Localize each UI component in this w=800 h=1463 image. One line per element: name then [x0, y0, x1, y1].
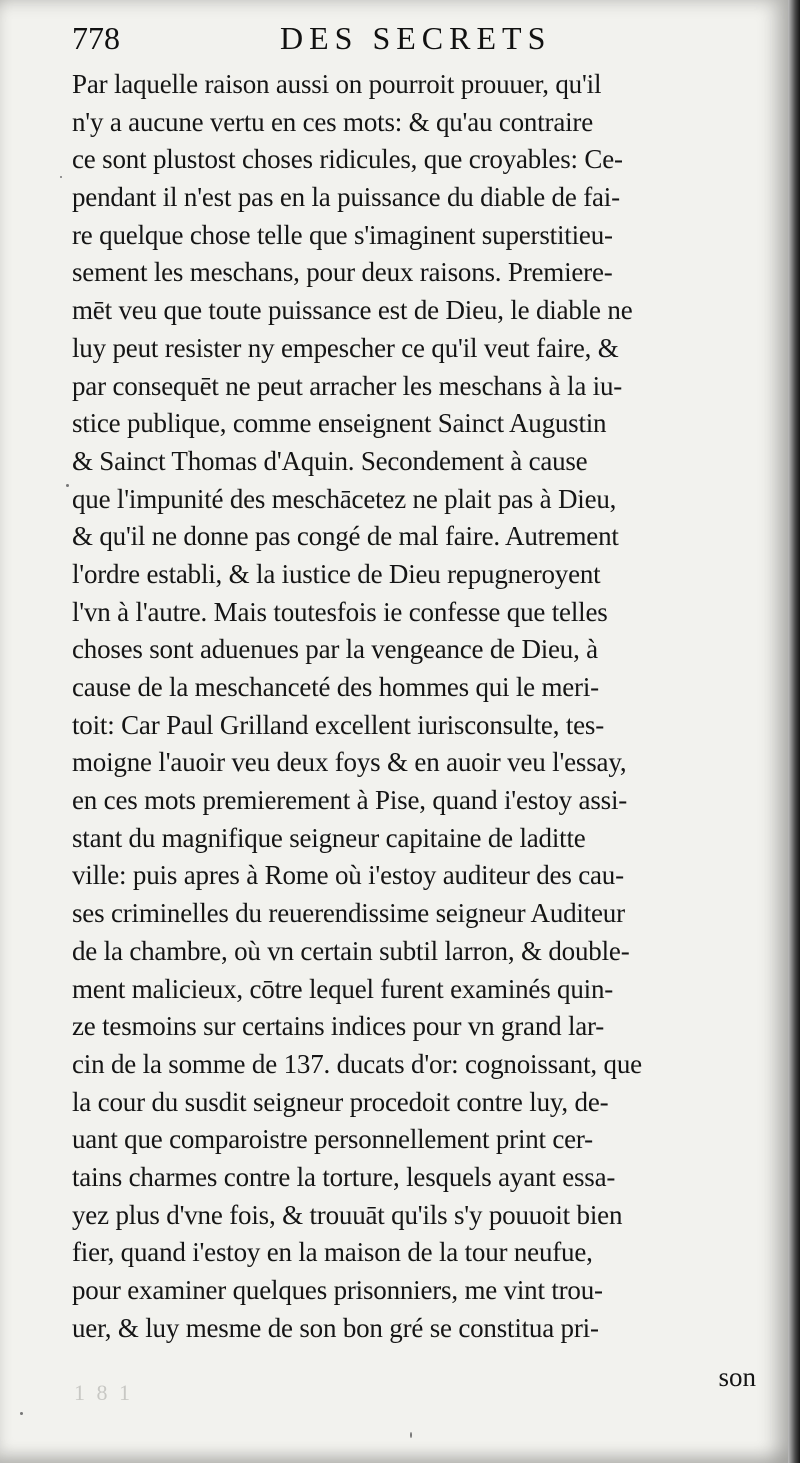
text-line-6: sement les meschans, pour deux raisons. Premiere- — [72, 257, 613, 288]
text-line-22: ville: puis apres à Rome où i'estoy auditeur des cau- — [72, 860, 624, 891]
text-line-14: l'ordre establi, & la iustice de Dieu repugneroyent — [72, 558, 601, 589]
catchword: son — [718, 1362, 756, 1392]
text-line-34: uer, & luy mesme de son bon gré se constitua pri- — [72, 1312, 599, 1343]
ink-speck — [20, 1412, 23, 1415]
text-line-28: la cour du susdit seigneur procedoit contre luy, de- — [72, 1086, 609, 1117]
text-line-1: Par laquelle raison aussi on pourroit prouuer, qu'il — [72, 69, 602, 99]
text-line-21: stant du magnifique seigneur capitaine de laditte — [72, 822, 586, 853]
text-line-31: yez plus d'vne fois, & trouuāt qu'ils s'y pouuoit bien — [72, 1199, 623, 1230]
text-line-32: fier, quand i'estoy en la maison de la tour neufue, — [72, 1237, 593, 1268]
text-line-4: pendant il n'est pas en la puissance du diable de fai- — [72, 182, 620, 213]
text-line-23: ses criminelles du reuerendissime seigneur Auditeur — [72, 898, 625, 929]
text-line-12: que l'impunité des meschācetez ne plait pas à Dieu, — [72, 483, 617, 514]
text-line-18: toit: Car Paul Grilland excellent iurisconsulte, tes- — [72, 709, 605, 740]
text-line-2: n'y a aucune vertu en ces mots: & qu'au contraire — [72, 106, 593, 137]
running-title: DES SECRETS — [280, 20, 552, 56]
text-line-19: moigne l'auoir veu deux foys & en auoir veu l'essay, — [72, 747, 627, 778]
page-spine-shadow — [788, 0, 800, 1463]
page-header — [72, 18, 772, 66]
text-line-8: luy peut resister ny empescher ce qu'il veut faire, & — [72, 332, 619, 363]
text-line-27: cin de la somme de 137. ducats d'or: cognoissant, que — [72, 1048, 642, 1079]
text-line-24: de la chambre, où vn certain subtil larron, & double- — [72, 935, 630, 966]
text-line-29: uant que comparoistre personnellement print cer- — [72, 1124, 593, 1155]
text-line-20: en ces mots premierement à Pise, quand i'estoy assi- — [72, 785, 628, 816]
text-line-7: mēt veu que toute puissance est de Dieu, le diable ne — [72, 295, 633, 326]
text-line-15: l'vn à l'autre. Mais toutesfois ie confesse que telles — [72, 596, 608, 627]
bleed-through-text: 1 8 1 — [74, 1380, 133, 1405]
text-line-16: choses sont aduenues par la vengeance de Dieu, à — [72, 634, 598, 665]
body-text — [72, 66, 772, 1347]
ink-speck — [60, 176, 62, 178]
text-line-26: ze tesmoins sur certains indices pour vn grand lar- — [72, 1011, 605, 1042]
text-line-30: tains charmes contre la torture, lesquels ayant essa- — [72, 1161, 616, 1192]
ink-speck — [66, 484, 69, 487]
ink-speck — [410, 1432, 412, 1438]
text-line-5: re quelque chose telle que s'imaginent superstitieu- — [72, 219, 613, 250]
text-line-9: par consequēt ne peut arracher les meschans à la iu- — [72, 370, 623, 401]
text-line-10: stice publique, comme enseignent Sainct Augustin — [72, 408, 607, 439]
text-line-3: ce sont plustost choses ridicules, que croyables: Ce- — [72, 144, 623, 175]
text-line-13: & qu'il ne donne pas congé de mal faire. Autrement — [72, 521, 619, 552]
text-line-25: ment malicieux, cōtre lequel furent examinés quin- — [72, 973, 614, 1004]
text-line-11: & Sainct Thomas d'Aquin. Secondement à cause — [72, 445, 588, 476]
text-line-17: cause de la meschanceté des hommes qui le meri- — [72, 672, 599, 702]
text-line-33: pour examiner quelques prisonniers, me vint trou- — [72, 1275, 603, 1305]
page-number: 778 — [72, 20, 120, 56]
